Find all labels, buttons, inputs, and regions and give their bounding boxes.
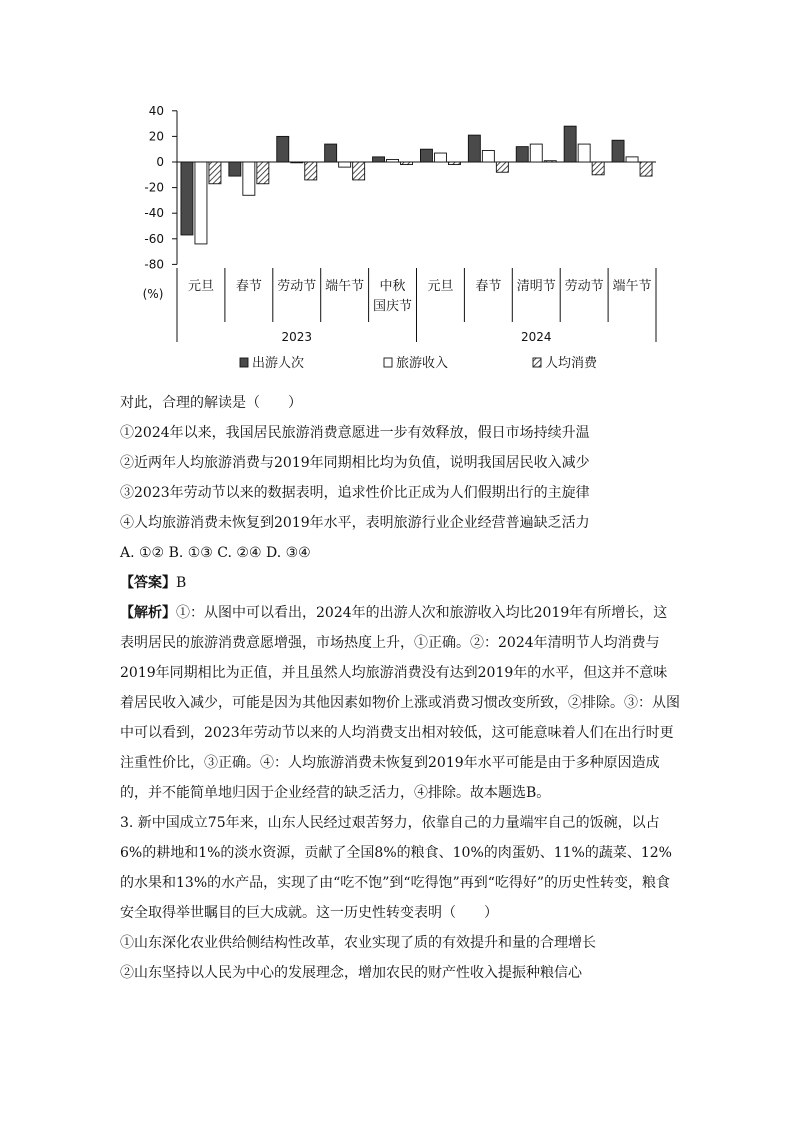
- answer-line: [120, 568, 680, 598]
- analysis-text: ①：从图中可以看出，2024年的出游人次和旅游收入均比2019年有所增长，这表明居民的旅游消费意愿增强，市场热度上升，①正确。②：2024年清明节人均消费与2019年同期相比为正值，并且虽然人均旅游消费没有达到2019年的水平，但这并不意味着居民收入减少，可能是因为其他因素如物价上涨或消费习惯改变所致，②排除。③：从图中可以看到，2023年劳动节以来的人均消费支出相对较低，这可能意味着人们在出行时更注重性价比，③正确。④：人均旅游消费未恢复到2019年水平可能是由于多种原因造成的，并不能简单地归因于企业经营的缺乏活力，④排除。故本题选B。: [120, 605, 680, 801]
- question-stem: 对此，合理的解读是（ ）: [120, 395, 302, 411]
- y-tick-label: 20: [148, 129, 164, 144]
- y-tick-label: 0: [156, 155, 164, 169]
- tourism-bar-chart: [0, 0, 794, 390]
- bar-0-8: [564, 126, 576, 162]
- bar-0-1: [229, 162, 241, 176]
- option-4: ④人均旅游消费未恢复到2019年水平，表明旅游行业企业经营普遍缺乏活力: [120, 515, 590, 531]
- bar-2-9: [640, 162, 652, 176]
- analysis-tag: 【解析】: [120, 605, 176, 621]
- y-tick-label: -60: [144, 231, 164, 246]
- bar-0-7: [516, 147, 528, 162]
- answer-tag: 【答案】: [120, 575, 176, 591]
- bar-2-6: [496, 162, 508, 172]
- bar-1-7: [530, 144, 542, 162]
- question3-option-1: ①山东深化农业供给侧结构性改革，农业实现了质的有效提升和量的合理增长: [120, 935, 596, 951]
- group-label: 2024: [520, 330, 552, 344]
- bar-1-8: [578, 144, 590, 162]
- y-tick-label: -20: [144, 180, 164, 195]
- bar-1-1: [243, 162, 255, 195]
- group-label: 2023: [281, 330, 313, 344]
- bar-2-2: [305, 162, 317, 180]
- analysis: [120, 598, 680, 808]
- y-tick-label: -40: [144, 206, 164, 221]
- bar-2-1: [257, 162, 269, 184]
- legend-label: 旅游收入: [396, 356, 449, 371]
- bar-0-2: [277, 136, 289, 162]
- bars: [181, 126, 652, 244]
- category-label: 春节: [235, 279, 262, 294]
- category-label: 端午节: [612, 279, 652, 294]
- legend-swatch: [533, 358, 541, 367]
- bar-1-3: [339, 162, 351, 167]
- category-label: 端午节: [325, 279, 365, 294]
- y-tick-label: -80: [144, 257, 164, 272]
- bar-0-4: [373, 157, 385, 162]
- question3-option-2: ②山东坚持以人民为中心的发展理念，增加农民的财产性收入提振种粮信心: [120, 965, 582, 981]
- bar-1-0: [195, 162, 207, 244]
- legend-label: 人均消费: [545, 356, 598, 371]
- bar-0-6: [468, 135, 480, 162]
- bar-1-5: [434, 153, 446, 162]
- category-label: 清明节: [516, 279, 556, 294]
- y-unit-label: (%): [142, 287, 164, 301]
- legend-swatch: [384, 358, 392, 367]
- category-label: 劳动节: [564, 279, 604, 294]
- bar-2-8: [592, 162, 604, 175]
- bar-0-3: [325, 144, 337, 162]
- category-label: 元旦: [187, 279, 214, 294]
- bar-1-4: [387, 159, 399, 162]
- option-2: ②近两年人均旅游消费与2019年同期相比均为负值，说明我国居民收入减少: [120, 455, 590, 471]
- bar-1-2: [291, 162, 303, 163]
- answer-value: B: [176, 575, 187, 591]
- answer-choices: A. ①② B. ①③ C. ②④ D. ③④: [120, 545, 311, 561]
- y-axis-ticks: [143, 104, 656, 301]
- bar-1-6: [482, 150, 494, 162]
- question-block: [120, 388, 680, 988]
- bar-2-0: [209, 162, 221, 184]
- bar-0-9: [612, 140, 624, 162]
- question3-stem: 3. 新中国成立75年来，山东人民经过艰苦努力，依靠自己的力量端牢自己的饭碗，以占6%的耕地和1%的淡水资源，贡献了全国8%的粮食、10%的肉蛋奶、11%的蔬菜、12%的水果和13%的水产品，实现了由“吃不饱”到“吃得饱”再到“吃得好”的历史性转变，粮食安全取得举世瞩目的巨大成就。这一历史性转变表明（ ）: [120, 815, 672, 921]
- category-label: 元旦: [427, 279, 454, 294]
- bar-1-9: [626, 157, 638, 162]
- legend: [240, 355, 598, 371]
- y-tick-label: 40: [148, 103, 164, 118]
- bar-0-5: [420, 149, 432, 162]
- bar-2-3: [353, 162, 365, 180]
- category-label: 中秋: [379, 279, 406, 294]
- category-label: 春节: [475, 279, 502, 294]
- option-1: ①2024年以来，我国居民旅游消费意愿进一步有效释放，假日市场持续升温: [120, 425, 590, 441]
- legend-label: 出游人次: [252, 356, 305, 371]
- category-frame: [177, 268, 656, 344]
- category-label: 国庆节: [373, 299, 413, 314]
- bar-2-4: [401, 162, 413, 165]
- bar-2-7: [544, 161, 556, 162]
- legend-swatch: [240, 358, 248, 367]
- bar-2-5: [448, 162, 460, 165]
- option-3: ③2023年劳动节以来的数据表明，追求性价比正成为人们假期出行的主旋律: [120, 485, 590, 501]
- bar-0-0: [181, 162, 193, 235]
- category-label: 劳动节: [277, 279, 317, 294]
